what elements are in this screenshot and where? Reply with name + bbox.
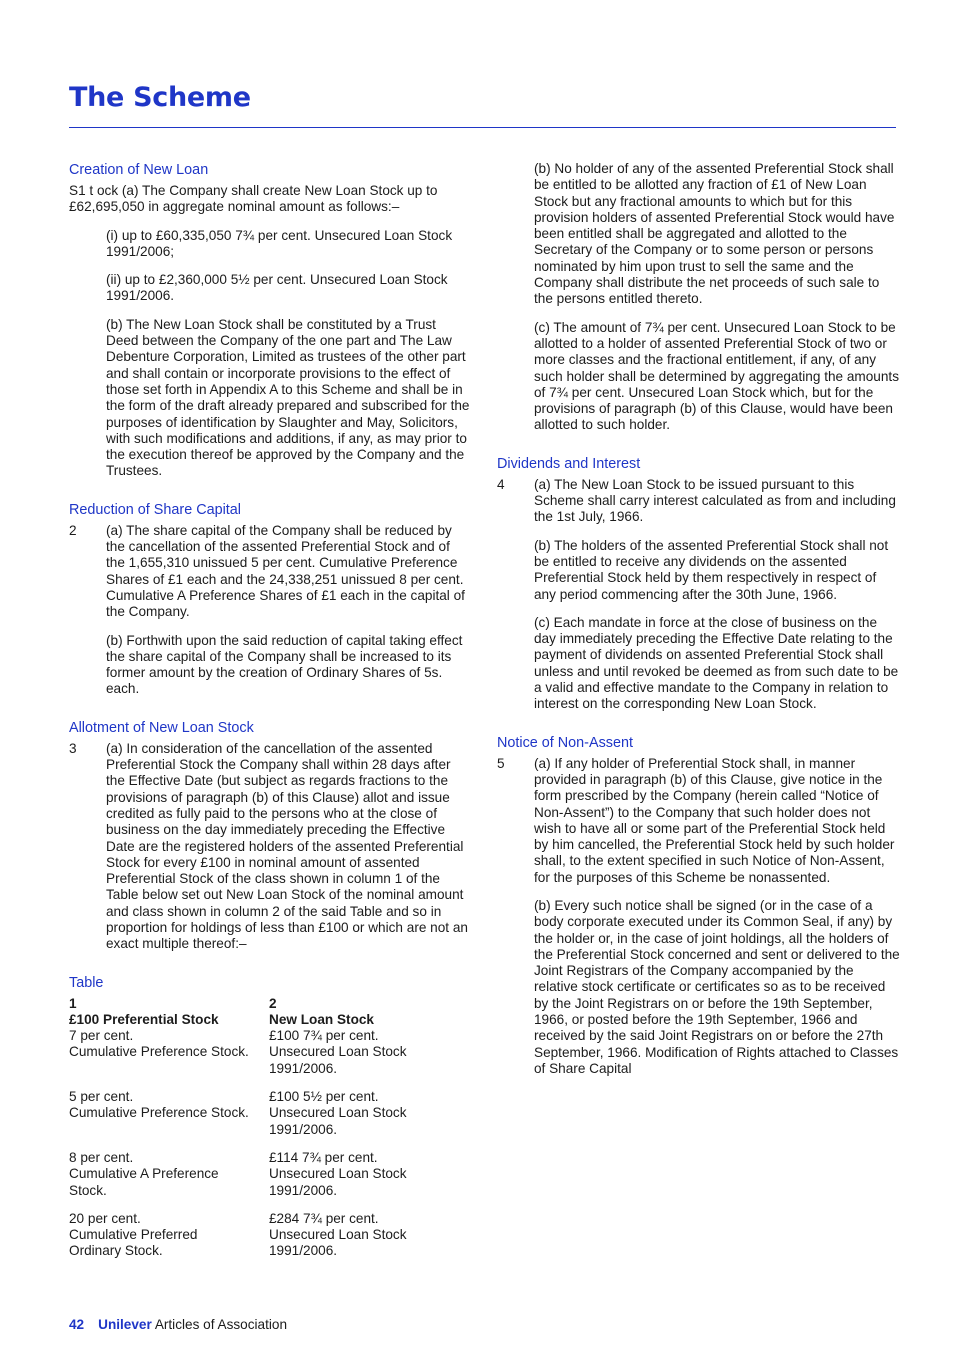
page-number: 42 — [69, 1317, 85, 1332]
table-cell-preferential: 5 per cent. Cumulative Preference Stock. — [69, 1089, 249, 1121]
page-footer — [69, 1317, 287, 1333]
clause-2-number: 2 — [69, 522, 77, 538]
table-column-numbers — [69, 996, 471, 1012]
table-cell-loan-stock: £114 7¾ per cent. Unsecured Loan Stock 1991/2006. — [269, 1149, 407, 1198]
clause-2 — [69, 523, 471, 621]
clause-1-b: (b) The New Loan Stock shall be constituted by a Trust Deed between the Company of the one part and The Law Debenture Corporation, Limited as trustees of the other part and shall contain or incorporate provisions to the effect of those set forth in Appendix A to this Scheme and shall be in the form of the draft already prepared and subscribed for the purposes of identification by Slaughter and May, Solicitors, with such modifications and additions, if any, as may prior to the execution thereof be approved by the Company and the Trustees. — [106, 316, 470, 479]
clause-3-b: (b) No holder of any of the assented Preferential Stock shall be entitled to be allotted any fraction of £1 of New Loan Stock but any fractional amounts to which but for this provision holders of assented Preferential Stock would have been entitled shall be aggregated and allotted to the Secretary of the Company or to some person or persons nominated by him upon trust to sell the same and the Company shall distribute the net proceeds of such sale to the persons entitled thereto. — [534, 161, 895, 307]
clause-4 — [497, 477, 900, 526]
table-header-row — [69, 1012, 471, 1028]
section-heading-reduction: Reduction of Share Capital — [69, 501, 241, 518]
section-heading-dividends: Dividends and Interest — [497, 455, 641, 472]
table-cell-loan-stock: £284 7¾ per cent. Unsecured Loan Stock 1991/2006. — [269, 1210, 407, 1259]
table-cell-preferential: 8 per cent. Cumulative A Preference Stock. — [69, 1149, 219, 1198]
brand-name: Unilever — [98, 1317, 152, 1332]
table-cell-preferential: 20 per cent. Cumulative Preferred Ordinary Stock. — [69, 1210, 198, 1259]
table-col1-header: £100 Preferential Stock — [69, 1011, 219, 1027]
section-heading-non-assent: Notice of Non-Assent — [497, 734, 633, 751]
page-title: The Scheme — [69, 82, 251, 113]
table-row — [69, 1089, 471, 1138]
table-col1-number: 1 — [69, 995, 77, 1011]
clause-3-number: 3 — [69, 740, 77, 756]
clause-4-c: (c) Each mandate in force at the close of business on the day immediately preceding the Effective Date relating to the payment of dividends on assented Preferential Stock shall unless and until revoked be deemed as from such date to be a valid and effective mandate to the Company in relation to interest on the corresponding New Loan Stock. — [534, 614, 899, 712]
table-row — [69, 1150, 471, 1199]
table-body — [69, 1028, 471, 1260]
left-column — [69, 161, 471, 1272]
table-heading: Table — [69, 974, 104, 991]
clause-4-a: (a) The New Loan Stock to be issued pursuant to this Scheme shall carry interest calculated as from and including the 1st July, 1966. — [534, 476, 896, 525]
section-heading-creation: Creation of New Loan — [69, 162, 209, 178]
table-cell-loan-stock: £100 5½ per cent. Unsecured Loan Stock 1991/2006. — [269, 1089, 407, 1137]
clause-2-a: (a) The share capital of the Company shall be reduced by the cancellation of the assented Preferential Stock and of the 1,655,310 unissued 5 per cent. Cumulative Preference Shares of £1 each and the 24,338,251 unissued 8 per cent. Cumulative A Preference Shares of £1 each in the capital of the Company. — [106, 522, 465, 620]
clause-1-i: (i) up to £60,335,050 7¾ per cent. Unsecured Loan Stock 1991/2006; — [106, 227, 453, 259]
right-column — [497, 161, 900, 1077]
table-row — [69, 1028, 471, 1077]
title-rule — [69, 127, 896, 128]
table-col2-number: 2 — [269, 995, 277, 1011]
clause-2-b: (b) Forthwith upon the said reduction of capital taking effect the share capital of the Company shall be increased to its former amount by the creation of Ordinary Shares of 5s. each. — [106, 632, 463, 697]
clause-3 — [69, 741, 471, 953]
table-row — [69, 1211, 471, 1260]
allotment-table — [69, 996, 471, 1260]
table-cell-loan-stock: £100 7¾ per cent. Unsecured Loan Stock 1991/2006. — [269, 1028, 407, 1076]
document-name: Articles of Association — [154, 1317, 288, 1332]
clause-4-b: (b) The holders of the assented Preferential Stock shall not be entitled to receive any dividends on the assented Preferential Stock held by them respectively in respect of any period commencing after the 30th June, 1966. — [534, 537, 889, 602]
table-col2-header: New Loan Stock — [269, 1011, 374, 1027]
clause-1-intro: S1 t ock (a) The Company shall create New Loan Stock up to £62,695,050 in aggregate nominal amount as follows:– — [69, 183, 438, 215]
clause-3-a: (a) In consideration of the cancellation of the assented Preferential Stock the Company shall within 28 days after the Effective Date (but subject as regards fractions to the provisions of paragraph (b) of this Clause) allot and issue credited as fully paid to the persons who at the close of business on the day immediately preceding the Effective Date are the registered holders of the assented Preferential Stock for every £100 in nominal amount of assented Preferential Stock of the class shown in column 1 of the Table below set out New Loan Stock of the nominal amount and class shown in column 2 of the said Table and so in proportion for holdings of less than £100 or which are not an exact multiple thereof:– — [106, 740, 468, 952]
clause-5-a: (a) If any holder of Preferential Stock shall, in manner provided in paragraph (b) of this Clause, give notice in the form prescribed by the Company (herein called “Notice of Non-Assent”) to the Company that such holder does not wish to have all or some part of the Preferential Stock held by him cancelled, the Preferential Stock held by such holder shall, to the extent specified in such Notice of Non-Assent, for the purposes of this Scheme be nonassented. — [534, 755, 895, 885]
clause-4-number: 4 — [497, 476, 505, 492]
table-cell-preferential: 7 per cent. Cumulative Preference Stock. — [69, 1028, 249, 1060]
clause-5 — [497, 756, 900, 886]
clause-3-c: (c) The amount of 7¾ per cent. Unsecured Loan Stock to be allotted to a holder of assented Preferential Stock of two or more classes and the fractional entitlement, if any, of any such holder shall be determined by aggregating the amounts of 7¾ per cent. Unsecured Loan Stock which, but for the provisions of paragraph (b) of this Clause, would have been allotted to such holder. — [534, 319, 900, 433]
section-heading-allotment: Allotment of New Loan Stock — [69, 719, 254, 736]
clause-5-number: 5 — [497, 755, 505, 771]
clause-1-ii: (ii) up to £2,360,000 5½ per cent. Unsecured Loan Stock 1991/2006. — [106, 272, 448, 304]
clause-5-b: (b) Every such notice shall be signed (or in the case of a body corporate executed under its Common Seal, if any) by the holder or, in the case of joint holdings, all the holders of the Preferential Stock concerned and sent or delivered to the Joint Registrars of the Company accompanied by the relative stock certificate or certificates so as to be received by the Joint Registrars on or before the 19th September, 1966, or posted before the 19th September, 1966 and received by the said Joint Registrars on or before the 27th September, 1966. Modification of Rights attached to Classes of Share Capital — [534, 897, 900, 1076]
